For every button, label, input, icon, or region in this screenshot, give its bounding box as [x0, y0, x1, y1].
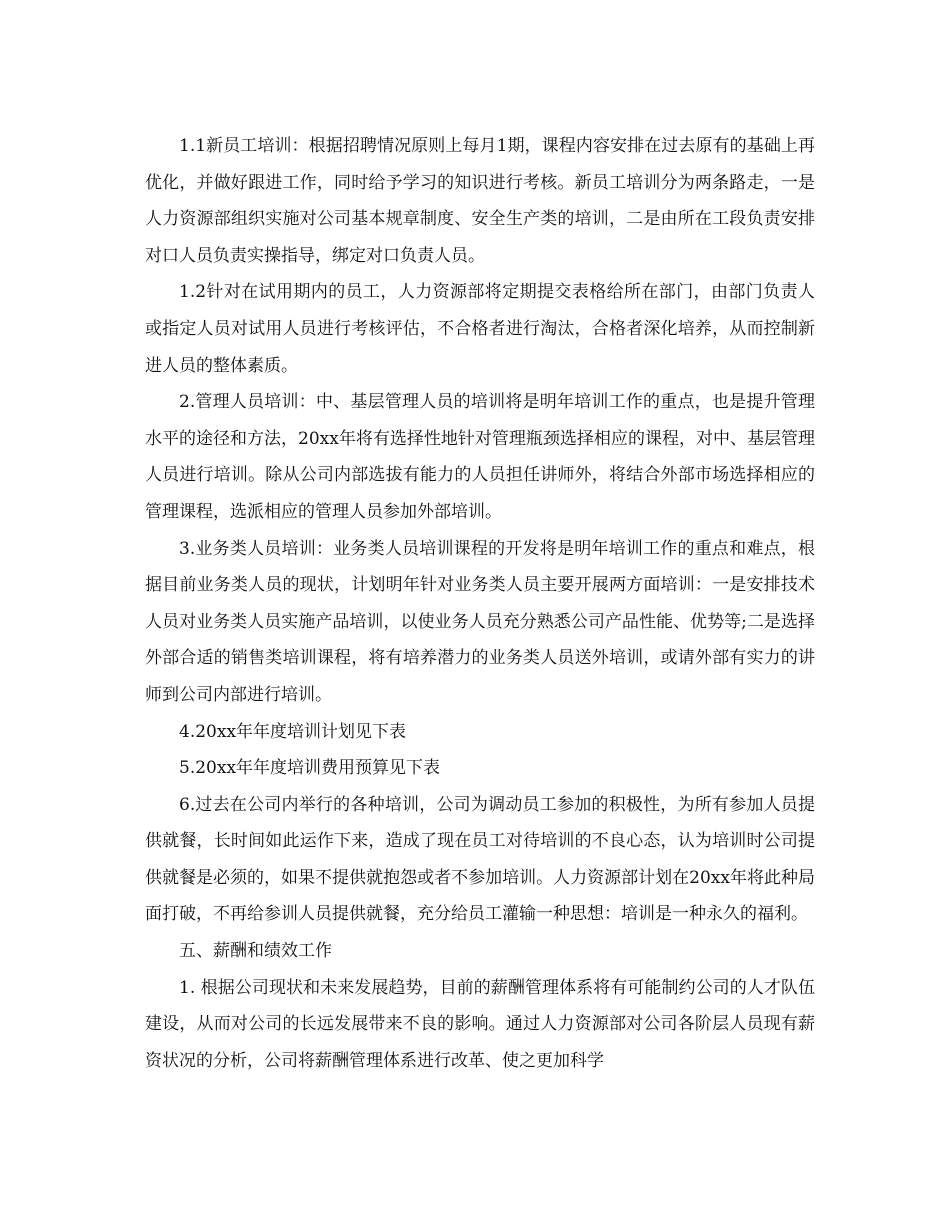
section-heading-compensation: 五、薪酬和绩效工作: [179, 941, 332, 962]
paragraph-business-staff-training: 3.业务类人员培训：业务类人员培训课程的开发将是明年培训工作的重点和难点，根据目前业务类人员的现状，计划明年针对业务类人员主要开展两方面培训：一是安排技术人员对业务类人员实施产品培训，以使业务人员充分熟悉公司产品性能、优势等;二是选择外部合适的销售类培训课程，将有培养潜力的业务类人员送外培训，或请外部有实力的讲师到公司内部进行培训。: [145, 538, 815, 705]
paragraph-management-training: 2.管理人员培训：中、基层管理人员的培训将是明年培训工作的重点，也是提升管理水平的途径和方法，20xx年将有选择性地针对管理瓶颈选择相应的课程，对中、基层管理人员进行培训。除从公司内部选拔有能力的人员担任讲师外，将结合外部市场选择相应的管理课程，选派相应的管理人员参加外部培训。: [145, 392, 815, 522]
paragraph-probation-assessment: 1.2针对在试用期内的员工，人力资源部将定期提交表格给所在部门，由部门负责人或指定人员对试用人员进行考核评估，不合格者进行淘汰，合格者深化培养，从而控制新进人员的整体素质。: [145, 282, 815, 376]
paragraph-compensation-reform: 1. 根据公司现状和未来发展趋势，目前的薪酬管理体系将有可能制约公司的人才队伍建设，从而对公司的长远发展带来不良的影响。通过人力资源部对公司各阶层人员现有薪资状况的分析，公司将薪酬管理体系进行改革、使之更加科学: [145, 977, 815, 1071]
paragraph-meal-policy: 6.过去在公司内举行的各种培训，公司为调动员工参加的积极性，为所有参加人员提供就餐，长时间如此运作下来，造成了现在员工对待培训的不良心态，认为培训时公司提供就餐是必须的，如果不提供就抱怨或者不参加培训。人力资源部计划在20xx年将此种局面打破，不再给参训人员提供就餐，充分给员工灌输一种思想：培训是一种永久的福利。: [145, 794, 815, 925]
document-body: [145, 128, 815, 1079]
paragraph-new-employee-training: 1.1新员工培训：根据招聘情况原则上每月1期，课程内容安排在过去原有的基础上再优化，并做好跟进工作，同时给予学习的知识进行考核。新员工培训分为两条路走，一是人力资源部组织实施对公司基本规章制度、安全生产类的培训，二是由所在工段负责安排对口人员负责实操指导，绑定对口负责人员。: [145, 136, 815, 266]
paragraph-training-budget: 5.20xx年年度培训费用预算见下表: [179, 758, 441, 779]
paragraph-annual-training-plan: 4.20xx年年度培训计划见下表: [179, 721, 407, 742]
